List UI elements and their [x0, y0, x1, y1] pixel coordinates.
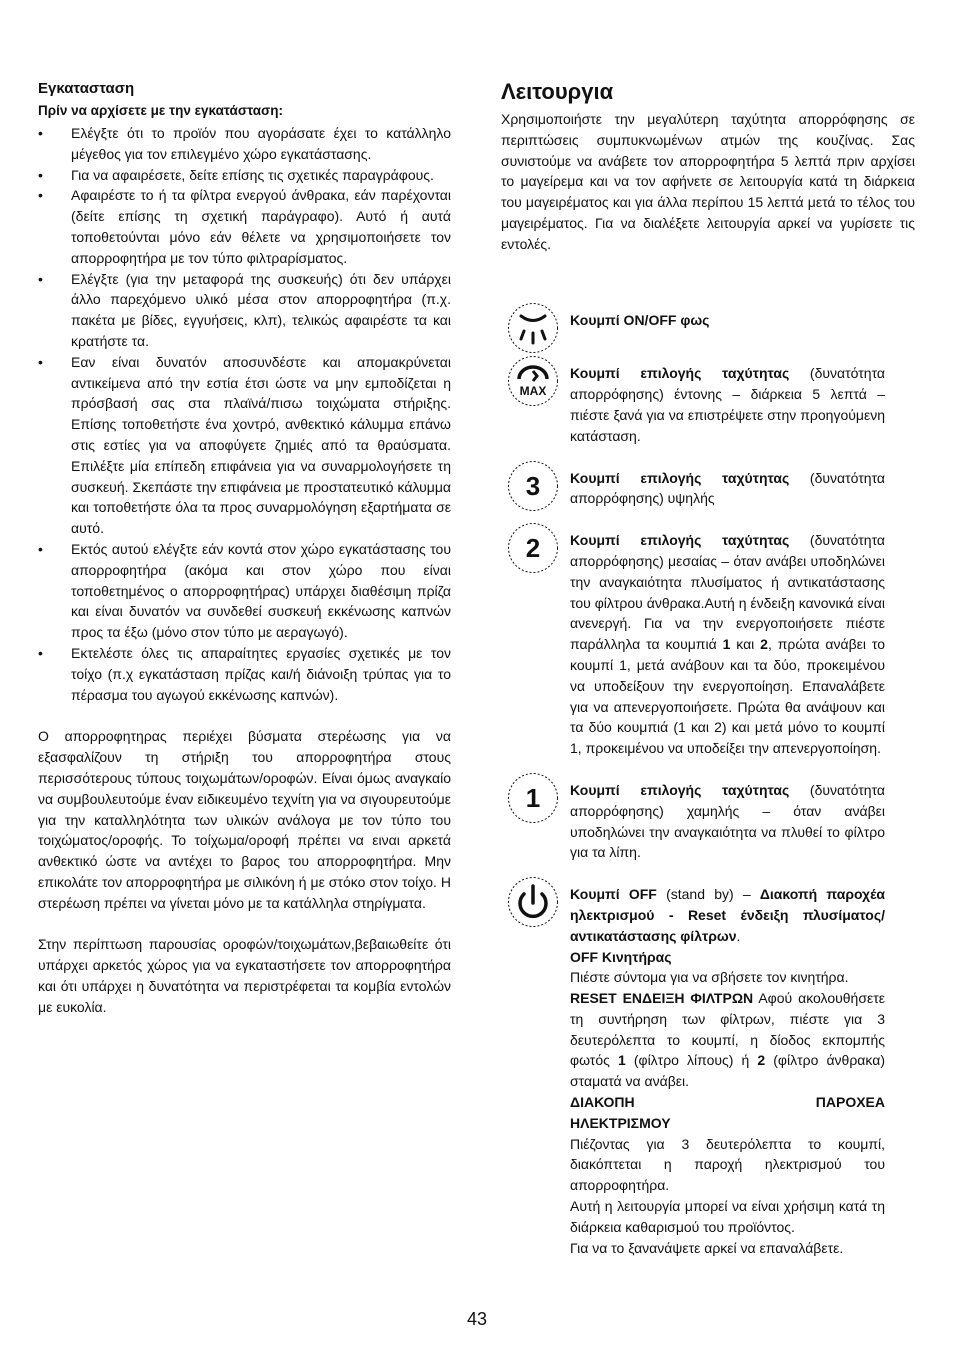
speed-1-icon: [507, 772, 559, 824]
list-item: • Εκτελέστε όλες τις απαραίτητες εργασίες σχετικές με τον τοίχο (π.χ εγκατάσταση πρίζας και/ή διάνοιξη τρύπας για το πέρασμα του αγωγού εκκένωσης καπνών).: [38, 643, 451, 705]
speed-3-description: Κουμπί επιλογής ταχύτητας (δυνατότητα απορρόφησης) υψηλής: [570, 469, 885, 507]
ceiling-paragraph: Στην περίπτωση παρουσίας οροφών/τοιχωμάτων,βεβαιωθείτε ότι υπάρχει αρκετός χώρος για να εγκαταστήσετε τον απορροφητήρα και ότι υπάρχει η δυνατότητα να περιστρέφεται τα κομβία εντολών με ευκολία.: [38, 936, 451, 1015]
light-button-icon: [507, 302, 559, 354]
speed-3-button-row: [501, 468, 915, 510]
list-item: • Ελέγξτε ότι το προϊόν που αγοράσατε έχει το κατάλληλο μέγεθος για τον επιλεγμένο χώρο εγκατάστασης.: [38, 123, 451, 165]
operation-intro: Χρησιμοποιήστε την μεγαλύτερη ταχύτητα απορρόφησης σε περιπτώσεις συμπυκνωμένων ατμών της κουζίνας. Σας συνιστούμε να ανάβετε τον απορροφητήρα 5 λεπτά πριν αρχίσει το μαγείρεμα και να τον αφήνετε σε λειτουργία κατά τη διάρκεια του μαγειρέματος και για άλλα περίπου 15 λεπτά μετά το τέλος του μαγειρέματος. Για να διαλέξετε λειτουργία αρκεί να γυρίσετε τις εντολές.: [501, 111, 915, 252]
list-item: • Αφαιρέστε το ή τα φίλτρα ενεργού άνθρακα, εάν παρέχονται (δείτε επίσης τη σχετική παράγραφο). Αυτό ή αυτά τοποθετούνται μόνο εάν θέλετε να χρησιμοποιήσετε τον απορροφητήρα με τον τύπο φιλτραρίσματος.: [38, 185, 451, 268]
motor-off-title: OFF Κινητήρας: [570, 948, 672, 965]
power-cut-text: Πιέζοντας για 3 δευτερόλεπτα το κουμπί, διακόπτεται η παροχή ηλεκτρισμού του απορροφητήρα.: [570, 1135, 885, 1194]
speed-2-button-row: [501, 530, 915, 759]
list-item: • Εαν είναι δυνατόν αποσυνδέστε και απομακρύνεται αντικείμενα από την εστία έτσι ώστε να μην εμποδίζεται η πρόσβασή σας στα πλαϊνά/πισω τοιχώματα στήριξης. Επίσης τοποθετήστε ένα χοντρό, ανθεκτικό κάλυμμα επάνω στις εστίες για να αποφύγετε ζημιές από τα θραύσματα. Επιλέξτε μία επίπεδη επιφάνεια για να συναρμολογήσετε τη συσκευή. Σκεπάστε την επιφάνεια με προστατευτικό κάλυμμα και τοποθετήστε όλα τα προς συναρμολόγηση εξαρτήματα σε αυτό.: [38, 352, 451, 539]
max-button-row: [501, 363, 915, 446]
off-button-description: Κουμπί OFF (stand by) – Διακοπή παροχέα ηλεκτρισμού - Reset ένδειξη πλυσίματος/αντικατάστασης φίλτρων. OFF Κινητήρας Πιέστε σύντομα για να σβήσετε τον κινητήρα. RESET ΕΝΔΕΙΞΗ ΦΙΛΤΡΩΝ Αφού ακολουθήσετε τη συντήρηση των φίλτρων, πιέστε για 3 δευτερόλεπτα το κουμπί, η δίοδος εκπομπής φωτός 1 (φίλτρο λίπους) ή 2 (φίλτρο άνθρακα) σταματά να ανάβει. ΔΙΑΚΟΠΗ ΠΑΡΟΧΕΑ ΗΛΕΚΤΡΙΣΜΟΥ Πιέζοντας για 3 δευτερόλεπτα το κουμπί, διακόπτεται η παροχή ηλεκτρισμού του απορροφητήρα. Αυτή η λειτουργία μπορεί να είναι χρήσιμη κατά τη διάρκεια καθαρισμού του προϊόντος. Για να το ξανανάψετε αρκεί να επαναλάβετε.: [570, 884, 885, 1258]
restart-note: Για να το ξανανάψετε αρκεί να επαναλάβετε.: [570, 1239, 844, 1256]
motor-off-text: Πιέστε σύντομα για να σβήσετε τον κινητήρα.: [570, 969, 849, 986]
svg-text:MAX: MAX: [519, 384, 547, 399]
list-item: • Ελέγξτε (για την μεταφορά της συσκευής) ότι δεν υπάρχει άλλο παρεχόμενο υλικό μέσα στον απορροφητήρα (π.χ. πακέτα με βίδες, εγγυήσεις, κλπ), τελικώς αφαιρέστε τα και κρατήστε τα.: [38, 269, 451, 352]
before-installation-subheading: Πρίν να αρχίσετε με την εγκατάσταση:: [38, 103, 284, 118]
speed-1-button-row: [501, 780, 915, 863]
speed-2-description: Κουμπί επιλογής ταχύτητας (δυνατότητα απορρόφησης) μεσαίας – όταν ανάβει υποδηλώνει την αναγκαιότητα πλυσίματος ή αντικατάστασης του φίλτρου άνθρακα.Αυτή η ένδειξη κανονικά είναι ανενεργή. Για να την ενεργοποιήσετε πιέστε παράλληλα τα κουμπιά 1 και 2, πρώτα ανάβει το κουμπί 1, μετά ανάβουν και τα δύο, προκειμένου να υποδείξουν την ενεργοποίηση. Επαναλάβετε για να απενεργοποιήσετε. Πρώτα θα ανάψουν και τα δύο κουμπιά (1 και 2) και μετά μόνο το κουμπί 1, προκειμένου να υποδείξει την απενεργοποίηση.: [570, 532, 886, 757]
operation-heading: Λειτουργια: [501, 79, 614, 104]
light-button-description: Κουμπί ON/OFF φως: [570, 311, 710, 328]
speed-2-icon: [507, 522, 559, 574]
list-item: • Για να αφαιρέσετε, δείτε επίσης τις σχετικές παραγράφους.: [38, 165, 451, 186]
list-item: • Εκτός αυτού ελέγξτε εάν κοντά στον χώρο εγκατάστασης του απορροφητήρα (ακόμα και στον χώρο που είναι τοποθετημένος ο απορροφητήρας) υπάρχει διαθέσιμη πρίζα και είναι δυνατόν να συνδεθεί συσκευή εκκένωσης καπνών προς τα έξω (μόνο στον τύπο με αεραγωγό).: [38, 539, 451, 643]
installation-column: [38, 79, 451, 1018]
svg-text:1: 1: [525, 782, 541, 813]
power-icon: [507, 876, 559, 928]
reset-filter-title: RESET ΕΝΔΕΙΞΗ ΦΙΛΤΡΩΝ: [570, 990, 754, 1007]
light-button-row: [501, 310, 915, 331]
max-button-description: Κουμπί επιλογής ταχύτητας (δυνατότητα απορρόφησης) έντονης – διάρκεια 5 λεπτά – πιέστε ξανά για να επιστρέψετε στην προηγούμενη κατάσταση.: [570, 365, 885, 444]
fixing-paragraph: Ο απορροφητηρας περιέχει βύσματα στερέωσης για να εξασφαλίζουν τη στήριξη του απορροφητήρα στους περισσότερους τύπους τοιχωμάτων/οροφών. Είναι όμως αναγκαίο να συμβουλευτούμε έναν ειδικευμένο τεχνίτη για να σιγουρευτούμε για την καταλληλότητα των υλικών ανάλογα με τον τύπο του τοιχώματος/οροφής. Το τοίχωμα/οροφή πρέπει να ειναι αρκετά ανθεκτικό ώστε να αντέχει το βαρος του απορροφητήρα. Μην επικολάτε τον απορροφητήρα με σιλικόνη ή με στόκο στον τοίχο. Η στερέωση πρέπει να γίνεται μόνο με τα κατάλληλα στηρίγματα.: [38, 728, 451, 911]
svg-text:3: 3: [525, 470, 541, 501]
max-speed-icon: [507, 355, 559, 407]
installation-checklist: [38, 123, 451, 705]
speed-3-icon: [507, 460, 559, 512]
speed-1-description: Κουμπί επιλογής ταχύτητας (δυνατότητα απορρόφησης) χαμηλής – όταν ανάβει υποδηλώνει την αναγκαιότητα να πλυθεί το φίλτρο για τα λίπη.: [570, 781, 885, 861]
off-button-row: [501, 884, 915, 1258]
svg-text:2: 2: [525, 533, 541, 564]
operation-column: [501, 79, 915, 1258]
cleaning-note: Αυτή η λειτουργία μπορεί να είναι χρήσιμη κατά τη διάρκεια καθαρισμού του προϊόντος.: [570, 1198, 885, 1235]
installation-heading: Εγκατασταση: [38, 80, 135, 97]
power-cut-title: ΔΙΑΚΟΠΗ ΠΑΡΟΧΕΑ ΗΛΕΚΤΡΙΣΜΟΥ: [570, 1094, 885, 1131]
page-number: 43: [466, 1309, 488, 1329]
